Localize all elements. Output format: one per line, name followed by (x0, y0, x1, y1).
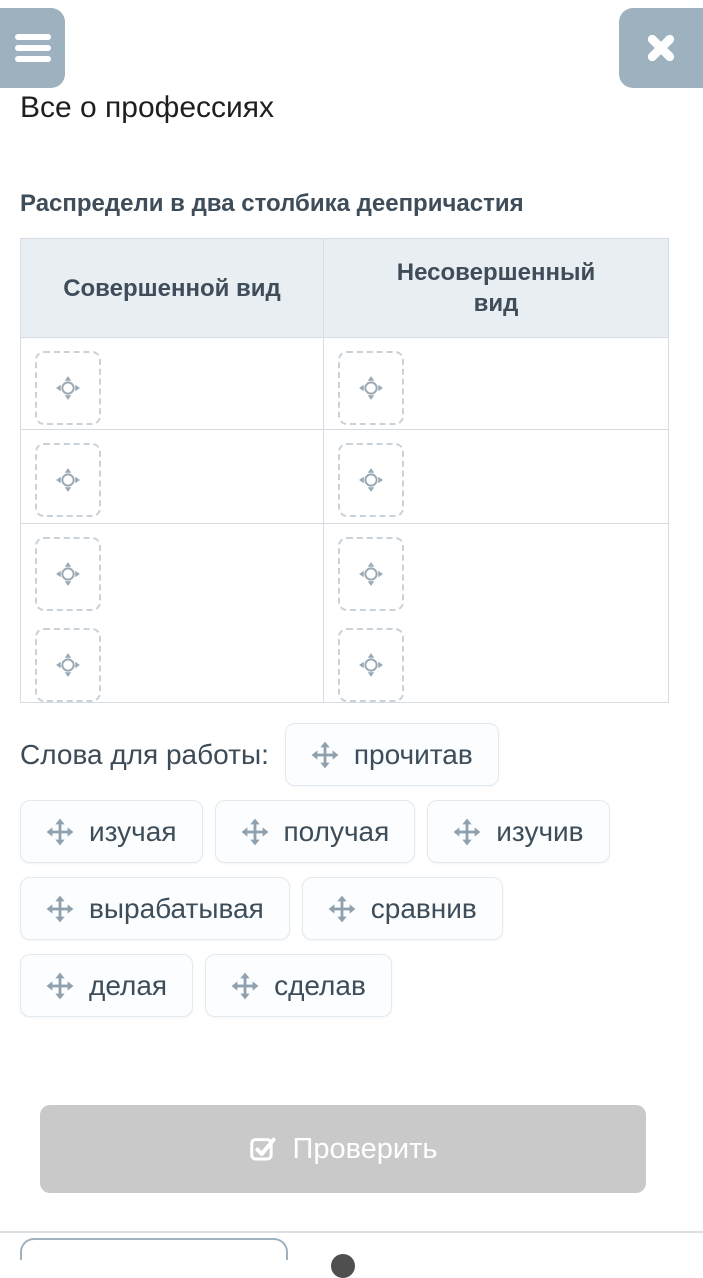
table-row (21, 430, 669, 524)
close-x-icon (642, 29, 680, 67)
move-target-icon (55, 561, 81, 587)
drop-zone[interactable] (35, 443, 101, 517)
word-bank (20, 723, 683, 1017)
word-chip-label: сравнив (370, 892, 477, 924)
menu-button[interactable] (0, 8, 65, 88)
word-chip-label: изучая (89, 815, 177, 847)
bottom-divider (0, 1231, 703, 1233)
word-chip-label: вырабатывая (89, 892, 264, 924)
move-arrows-icon (311, 741, 339, 769)
table-cell (324, 338, 669, 430)
drop-zone[interactable] (338, 351, 404, 425)
close-button[interactable] (619, 8, 703, 88)
table-cell (21, 524, 324, 703)
word-chip[interactable] (302, 877, 503, 940)
move-target-icon (55, 375, 81, 401)
drop-zone[interactable] (338, 537, 404, 611)
move-arrows-icon (328, 895, 356, 923)
move-target-icon (358, 652, 384, 678)
bottom-arc-decoration (331, 1254, 355, 1278)
checkbox-check-icon (248, 1134, 278, 1164)
move-arrows-icon (46, 895, 74, 923)
word-chip[interactable] (215, 800, 416, 863)
table-cell (324, 524, 669, 703)
word-chip-label: прочитав (353, 738, 473, 770)
word-chip[interactable] (427, 800, 609, 863)
table-row (21, 524, 669, 703)
sort-table (20, 238, 669, 703)
move-target-icon (358, 375, 384, 401)
word-chip-label: сделав (274, 969, 366, 1001)
bottom-partial-box[interactable] (20, 1238, 288, 1260)
word-chip[interactable] (285, 723, 499, 786)
move-target-icon (55, 652, 81, 678)
move-arrows-icon (241, 818, 269, 846)
check-button-label: Проверить (292, 1132, 438, 1165)
move-arrows-icon (453, 818, 481, 846)
word-bank-label: Слова для работы: (20, 738, 269, 770)
table-cell (21, 430, 324, 524)
word-chip[interactable] (205, 954, 392, 1017)
hamburger-menu-icon (15, 34, 51, 62)
word-chip[interactable] (20, 877, 290, 940)
word-chip[interactable] (20, 954, 193, 1017)
column-header-imperfective: Несовершенный вид (324, 239, 669, 338)
drop-zone[interactable] (35, 351, 101, 425)
table-header-row (21, 239, 669, 338)
drop-zone[interactable] (338, 443, 404, 517)
task-heading: Распредели в два столбика деепричастия (20, 190, 524, 217)
move-arrows-icon (46, 972, 74, 1000)
move-target-icon (55, 467, 81, 493)
move-arrows-icon (231, 972, 259, 1000)
column-header-perfective: Совершенной вид (21, 239, 324, 338)
move-arrows-icon (46, 818, 74, 846)
check-button[interactable] (40, 1105, 646, 1193)
move-target-icon (358, 561, 384, 587)
page-title: Все о профессиях (20, 91, 275, 124)
word-chip-label: делая (89, 969, 168, 1001)
word-chip-label: получая (283, 815, 390, 847)
drop-zone[interactable] (35, 628, 101, 702)
drop-zone[interactable] (35, 537, 101, 611)
drop-zone[interactable] (338, 628, 404, 702)
table-cell (324, 430, 669, 524)
table-row (21, 338, 669, 430)
word-chip[interactable] (20, 800, 203, 863)
word-chip-label: изучив (496, 815, 584, 847)
table-cell (21, 338, 324, 430)
move-target-icon (358, 467, 384, 493)
